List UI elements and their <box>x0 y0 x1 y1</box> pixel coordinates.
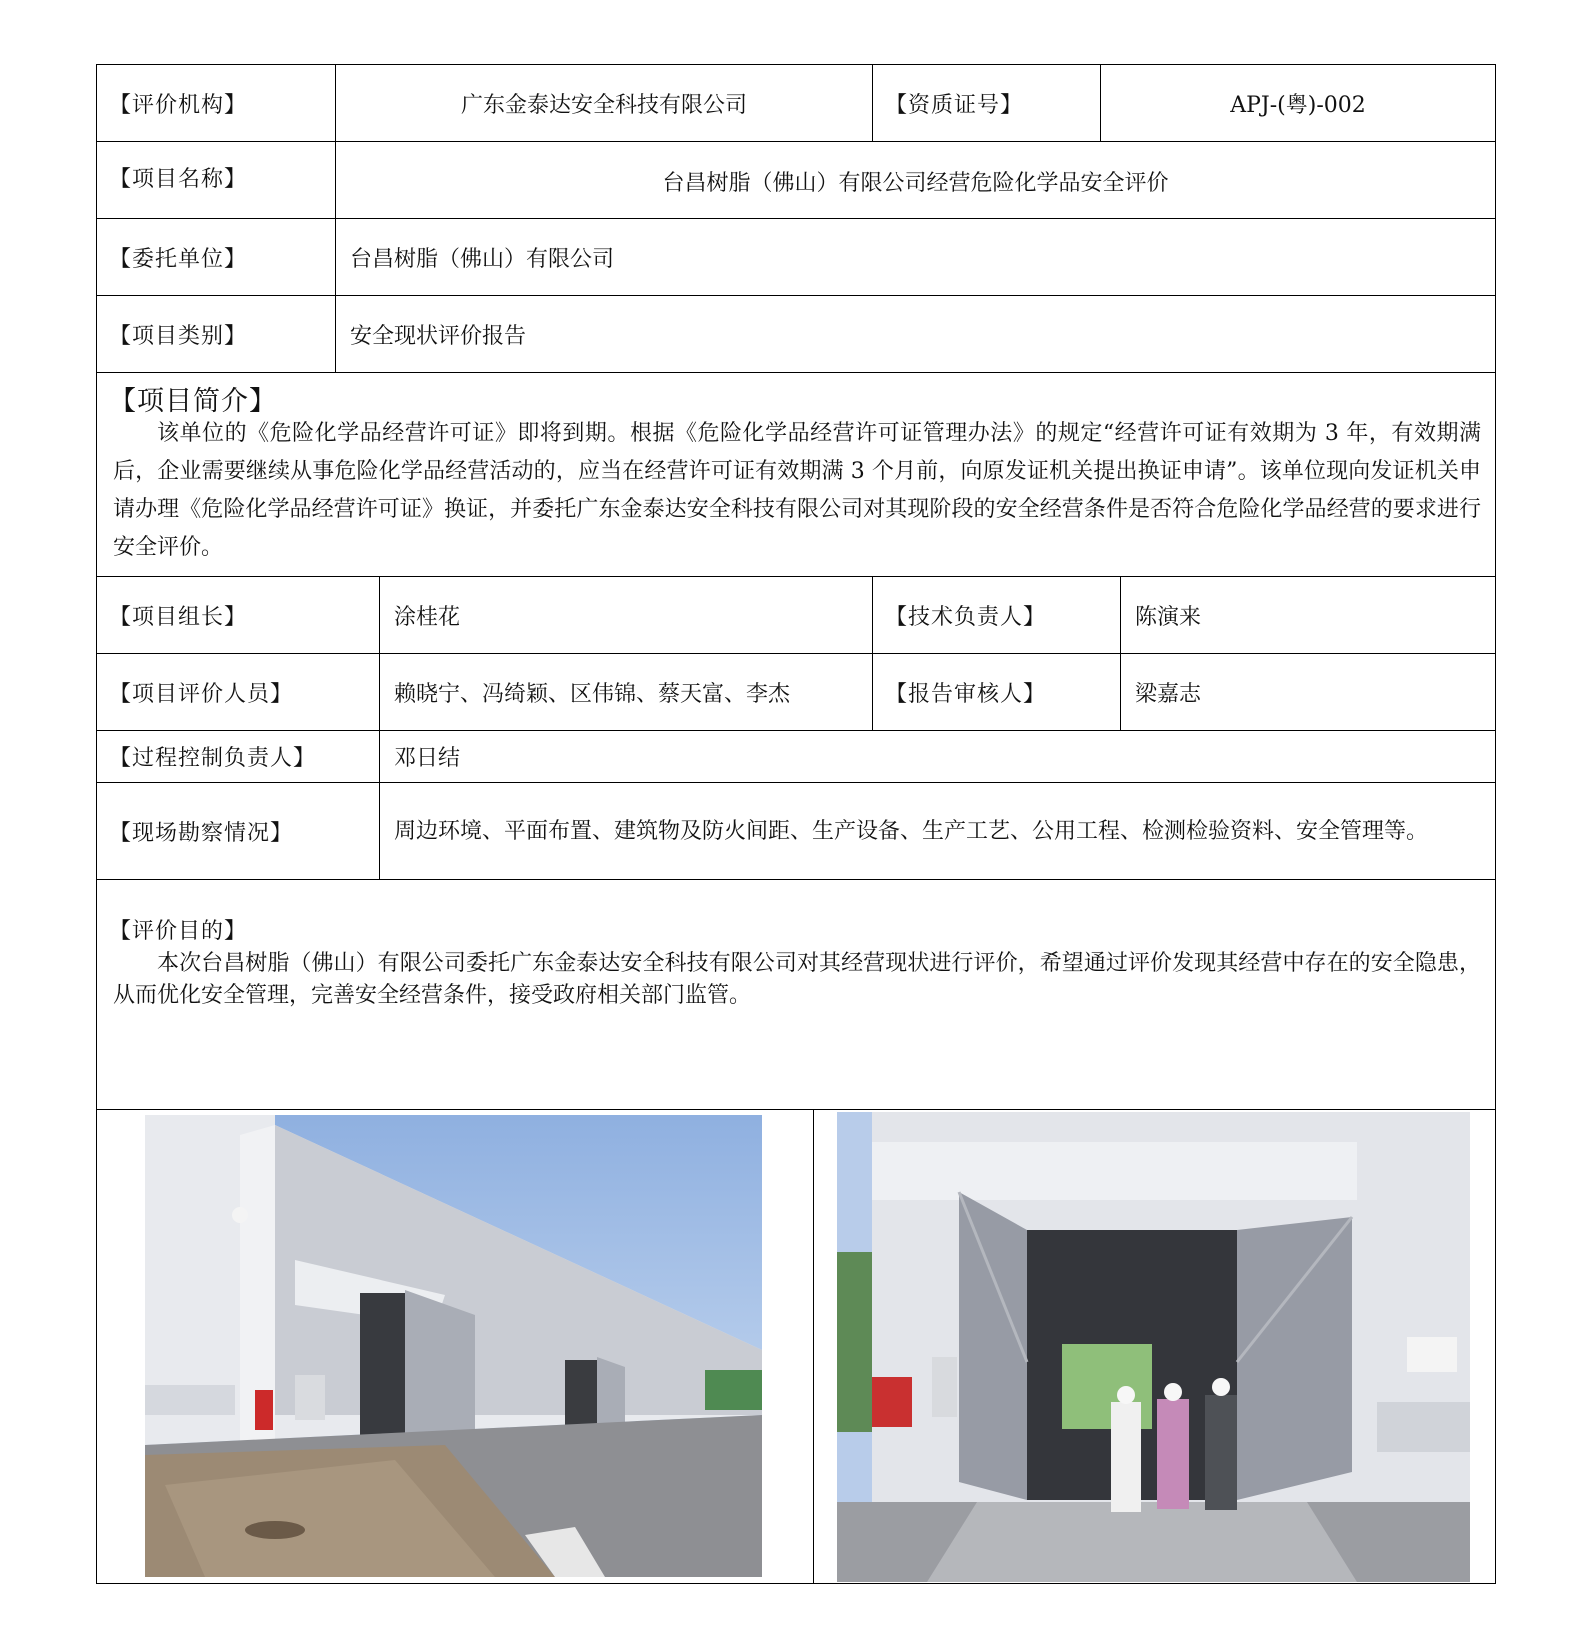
row-org <box>97 65 1495 142</box>
row-intro <box>97 373 1495 577</box>
tech-lead-value: 陈演来 <box>1120 577 1495 653</box>
photo-divider <box>813 1110 814 1583</box>
project-name-value: 台昌树脂（佛山）有限公司经营危险化学品安全评价 <box>335 142 1495 218</box>
row-photos <box>97 1110 1495 1583</box>
purpose-text: 本次台昌树脂（佛山）有限公司委托广东金泰达安全科技有限公司对其经营现状进行评价，希望通过评价发现其经营中存在的安全隐患，从而优化安全管理，完善安全经营条件，接受政府相关部门监管。 <box>113 951 1481 1008</box>
category-label: 【项目类别】 <box>109 323 248 349</box>
process-label: 【过程控制负责人】 <box>109 746 317 771</box>
tech-lead-label: 【技术负责人】 <box>872 577 1120 653</box>
org-value: 广东金泰达安全科技有限公司 <box>335 65 872 141</box>
process-value: 邓日结 <box>379 731 1495 782</box>
leader-label: 【项目组长】 <box>109 604 248 630</box>
row-process <box>97 731 1495 783</box>
intro-text: 该单位的《危险化学品经营许可证》即将到期。根据《危险化学品经营许可证管理办法》的规定“经营许可证有效期为 3 年，有效期满后，企业需要继续从事危险化学品经营活动的，应当在经营许可证有效期满 3 个月前，向原发证机关提出换证申请”。该单位现向发证机关申请办理《危险化学品经营许可证》换证，并委托广东金泰达安全科技有限公司对其现阶段的安全经营条件是否符合危险化学品经营的要求进行安全评价。 <box>113 421 1481 560</box>
evaluators-label: 【项目评价人员】 <box>109 681 294 707</box>
intro-label: 【项目简介】 <box>109 386 277 417</box>
project-name-label: 【项目名称】 <box>109 167 248 192</box>
row-site <box>97 783 1495 880</box>
row-project-name <box>97 142 1495 219</box>
row-purpose <box>97 880 1495 1110</box>
row-evaluators <box>97 654 1495 731</box>
cert-label: 【资质证号】 <box>872 65 1100 141</box>
evaluators-value: 赖晓宁、冯绮颖、区伟锦、蔡天富、李杰 <box>379 654 872 730</box>
evaluation-info-table <box>96 64 1496 1584</box>
site-value: 周边环境、平面布置、建筑物及防火间距、生产设备、生产工艺、公用工程、检测检验资料、安全管理等。 <box>379 783 1495 879</box>
client-value: 台昌树脂（佛山）有限公司 <box>335 219 1495 295</box>
warehouse-photo-right <box>837 1112 1470 1582</box>
row-client <box>97 219 1495 296</box>
leader-value: 涂桂花 <box>379 577 872 653</box>
reviewer-value: 梁嘉志 <box>1120 654 1495 730</box>
org-label: 【评价机构】 <box>109 92 248 118</box>
category-value: 安全现状评价报告 <box>335 296 1495 372</box>
reviewer-label: 【报告审核人】 <box>872 654 1120 730</box>
cert-value: APJ-(粤)-002 <box>1100 65 1495 141</box>
row-category <box>97 296 1495 373</box>
site-label: 【现场勘察情况】 <box>109 820 294 846</box>
client-label: 【委托单位】 <box>109 246 248 272</box>
warehouse-photo-left <box>145 1115 762 1577</box>
row-leader <box>97 577 1495 654</box>
purpose-label: 【评价目的】 <box>109 919 248 944</box>
